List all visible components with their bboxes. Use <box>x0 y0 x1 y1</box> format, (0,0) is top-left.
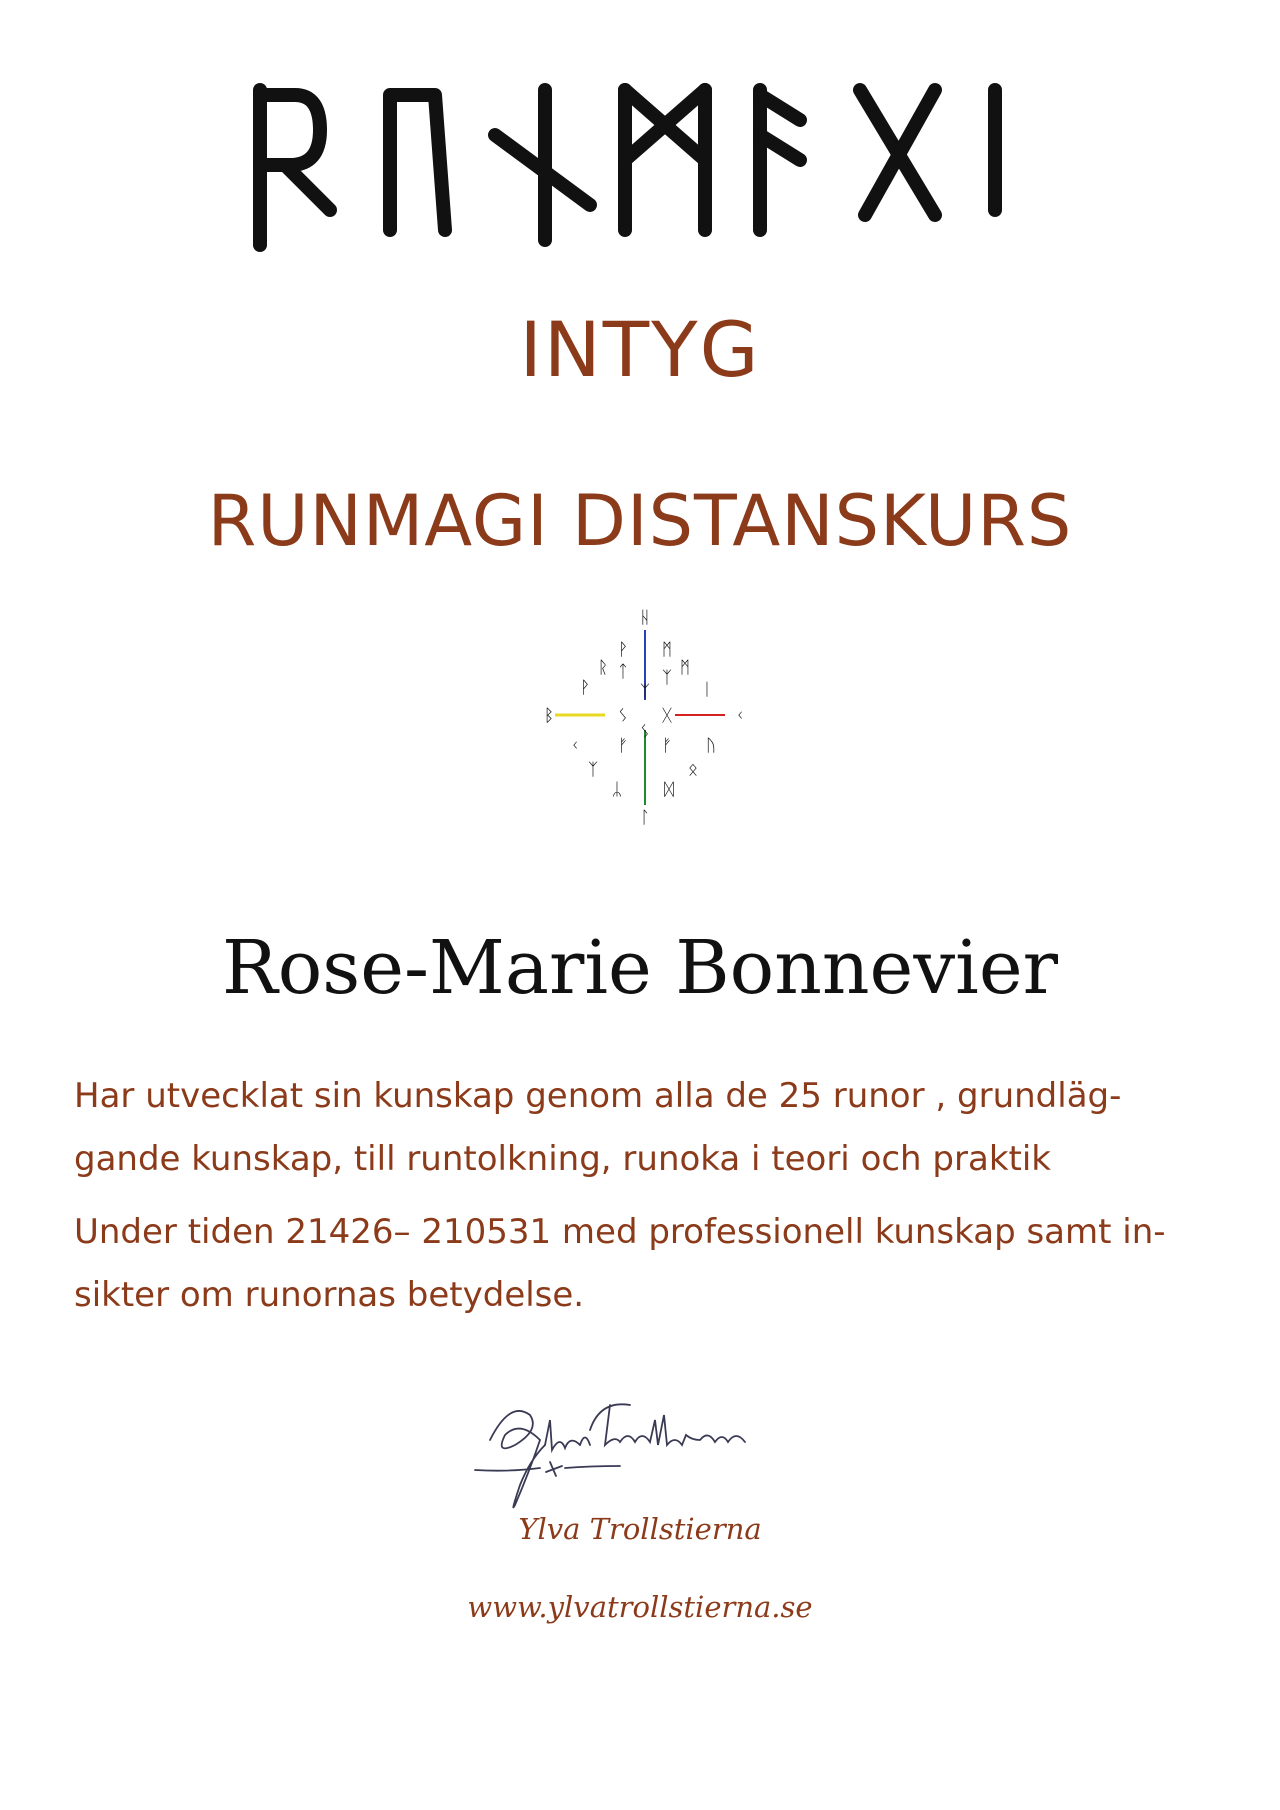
body-line: Under tiden 21426– 210531 med professionell kunskap samt in- <box>74 1212 1166 1252</box>
body-line: Har utvecklat sin kunskap genom alla de 25 runor , grundläg- <box>74 1076 1122 1116</box>
svg-text:ᛞ: ᛞ <box>663 780 675 800</box>
rune-compass-emblem <box>535 605 755 850</box>
signer-name: Ylva Trollstierna <box>518 1512 762 1546</box>
svg-text:ᛗ: ᛗ <box>679 658 691 678</box>
recipient-name: Rose-Marie Bonnevier <box>222 925 1058 1011</box>
svg-text:ᛊ: ᛊ <box>639 722 651 742</box>
svg-text:ᛚ: ᛚ <box>639 808 651 828</box>
svg-text:ᚱ: ᚱ <box>597 658 609 678</box>
svg-text:ᛦ: ᛦ <box>611 780 623 800</box>
svg-text:ᛁ: ᛁ <box>701 680 713 700</box>
body-paragraph-2 <box>74 1201 1214 1327</box>
svg-text:ᚠ: ᚠ <box>617 736 629 756</box>
svg-text:ᚢ: ᚢ <box>705 736 717 756</box>
rune-naudiz <box>495 90 590 240</box>
body-paragraph-1 <box>74 1065 1214 1191</box>
handwritten-signature <box>470 1390 830 1515</box>
rune-raido <box>260 90 330 245</box>
body-line: sikter om runornas betydelse. <box>74 1275 585 1315</box>
course-title: RUNMAGI DISTANSKURS <box>207 480 1073 562</box>
svg-text:ᚲ: ᚲ <box>734 706 746 726</box>
svg-text:ᚷ: ᚷ <box>661 706 673 726</box>
svg-text:ᛏ: ᛏ <box>617 662 629 682</box>
website-link[interactable]: www.ylvatrollstierna.se <box>467 1590 813 1624</box>
svg-text:ᛉ: ᛉ <box>661 668 673 688</box>
svg-text:ᚹ: ᚹ <box>617 640 629 660</box>
svg-text:ᛟ: ᛟ <box>687 760 699 780</box>
svg-text:ᛊ: ᛊ <box>617 706 629 726</box>
rune-uruz <box>390 95 445 230</box>
svg-text:ᛗ: ᛗ <box>661 640 673 660</box>
rune-mannaz <box>625 90 705 230</box>
svg-text:ᚲ: ᚲ <box>569 736 581 756</box>
svg-text:ᛉ: ᛉ <box>639 682 651 702</box>
rune-gebo <box>860 90 935 215</box>
rune-ansuz <box>760 90 800 230</box>
svg-text:ᚠ: ᚠ <box>661 736 673 756</box>
body-line: gande kunskap, till runtolkning, runoka i teori och praktik <box>74 1139 1051 1179</box>
certificate-title: INTYG <box>519 305 761 394</box>
rune-header-logo <box>240 80 1120 260</box>
svg-text:ᛒ: ᛒ <box>543 706 555 726</box>
svg-text:ᚺ: ᚺ <box>639 608 651 628</box>
svg-text:ᚹ: ᚹ <box>579 678 591 698</box>
certificate-body <box>74 1065 1214 1337</box>
svg-text:ᛉ: ᛉ <box>587 760 599 780</box>
